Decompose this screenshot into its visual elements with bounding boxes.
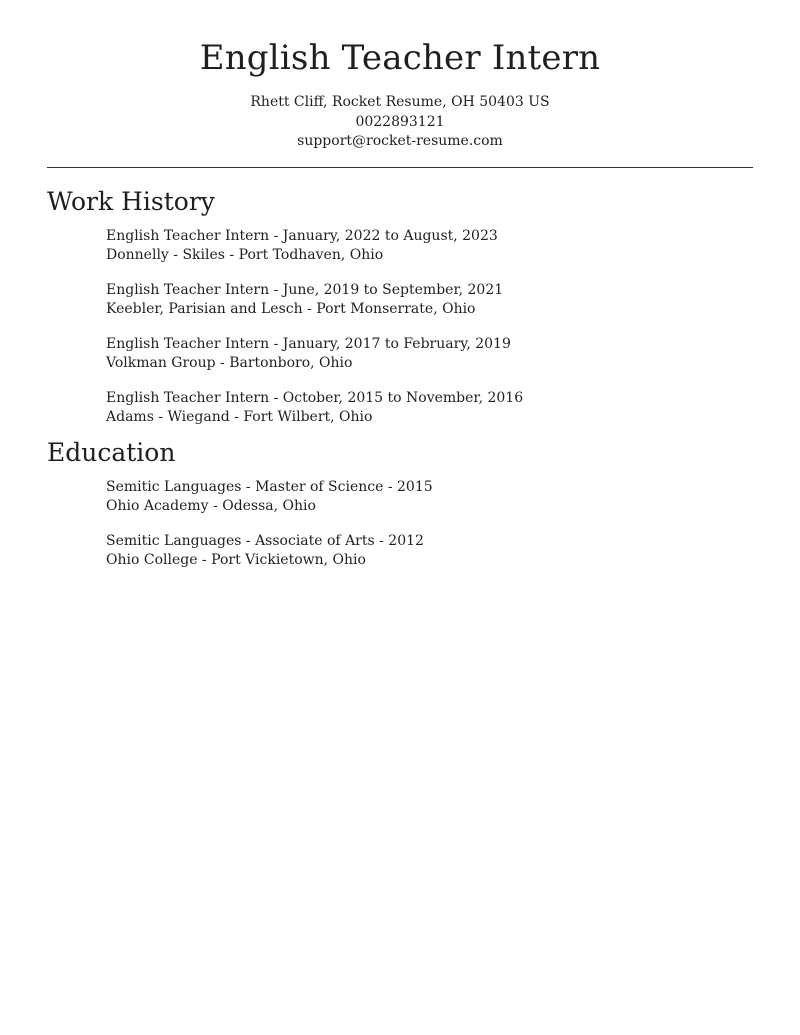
work-entry-company: Keebler, Parisian and Lesch - Port Monserrate, Ohio: [106, 301, 476, 317]
education-entry-school: Ohio Academy - Odessa, Ohio: [106, 498, 316, 514]
education-heading: Education: [47, 438, 176, 467]
resume-title: English Teacher Intern: [199, 38, 601, 78]
education-entry-school: Ohio College - Port Vickietown, Ohio: [106, 552, 366, 568]
work-entry: [106, 281, 503, 319]
work-history-heading: Work History: [47, 187, 215, 216]
work-entry: [106, 227, 498, 265]
work-entry-title: English Teacher Intern - October, 2015 to November, 2016: [106, 390, 524, 406]
contact-email: support@rocket-resume.com: [297, 133, 503, 149]
work-entry-title: English Teacher Intern - January, 2017 to February, 2019: [106, 336, 511, 352]
header-divider: [47, 167, 753, 168]
work-entry-company: Donnelly - Skiles - Port Todhaven, Ohio: [106, 247, 384, 263]
work-entry-company: Adams - Wiegand - Fort Wilbert, Ohio: [106, 409, 373, 425]
work-entry: [106, 389, 523, 427]
work-entry: [106, 335, 511, 373]
work-entry-title: English Teacher Intern - January, 2022 to August, 2023: [106, 228, 498, 244]
education-entry-degree: Semitic Languages - Associate of Arts - 2012: [106, 533, 424, 549]
education-entry: [106, 478, 433, 516]
work-entry-company: Volkman Group - Bartonboro, Ohio: [106, 355, 353, 371]
work-entry-title: English Teacher Intern - June, 2019 to September, 2021: [106, 282, 504, 298]
education-entry: [106, 532, 424, 570]
contact-address: Rhett Cliff, Rocket Resume, OH 50403 US: [250, 94, 550, 110]
contact-phone: 0022893121: [355, 114, 445, 130]
education-entry-degree: Semitic Languages - Master of Science - 2015: [106, 479, 433, 495]
